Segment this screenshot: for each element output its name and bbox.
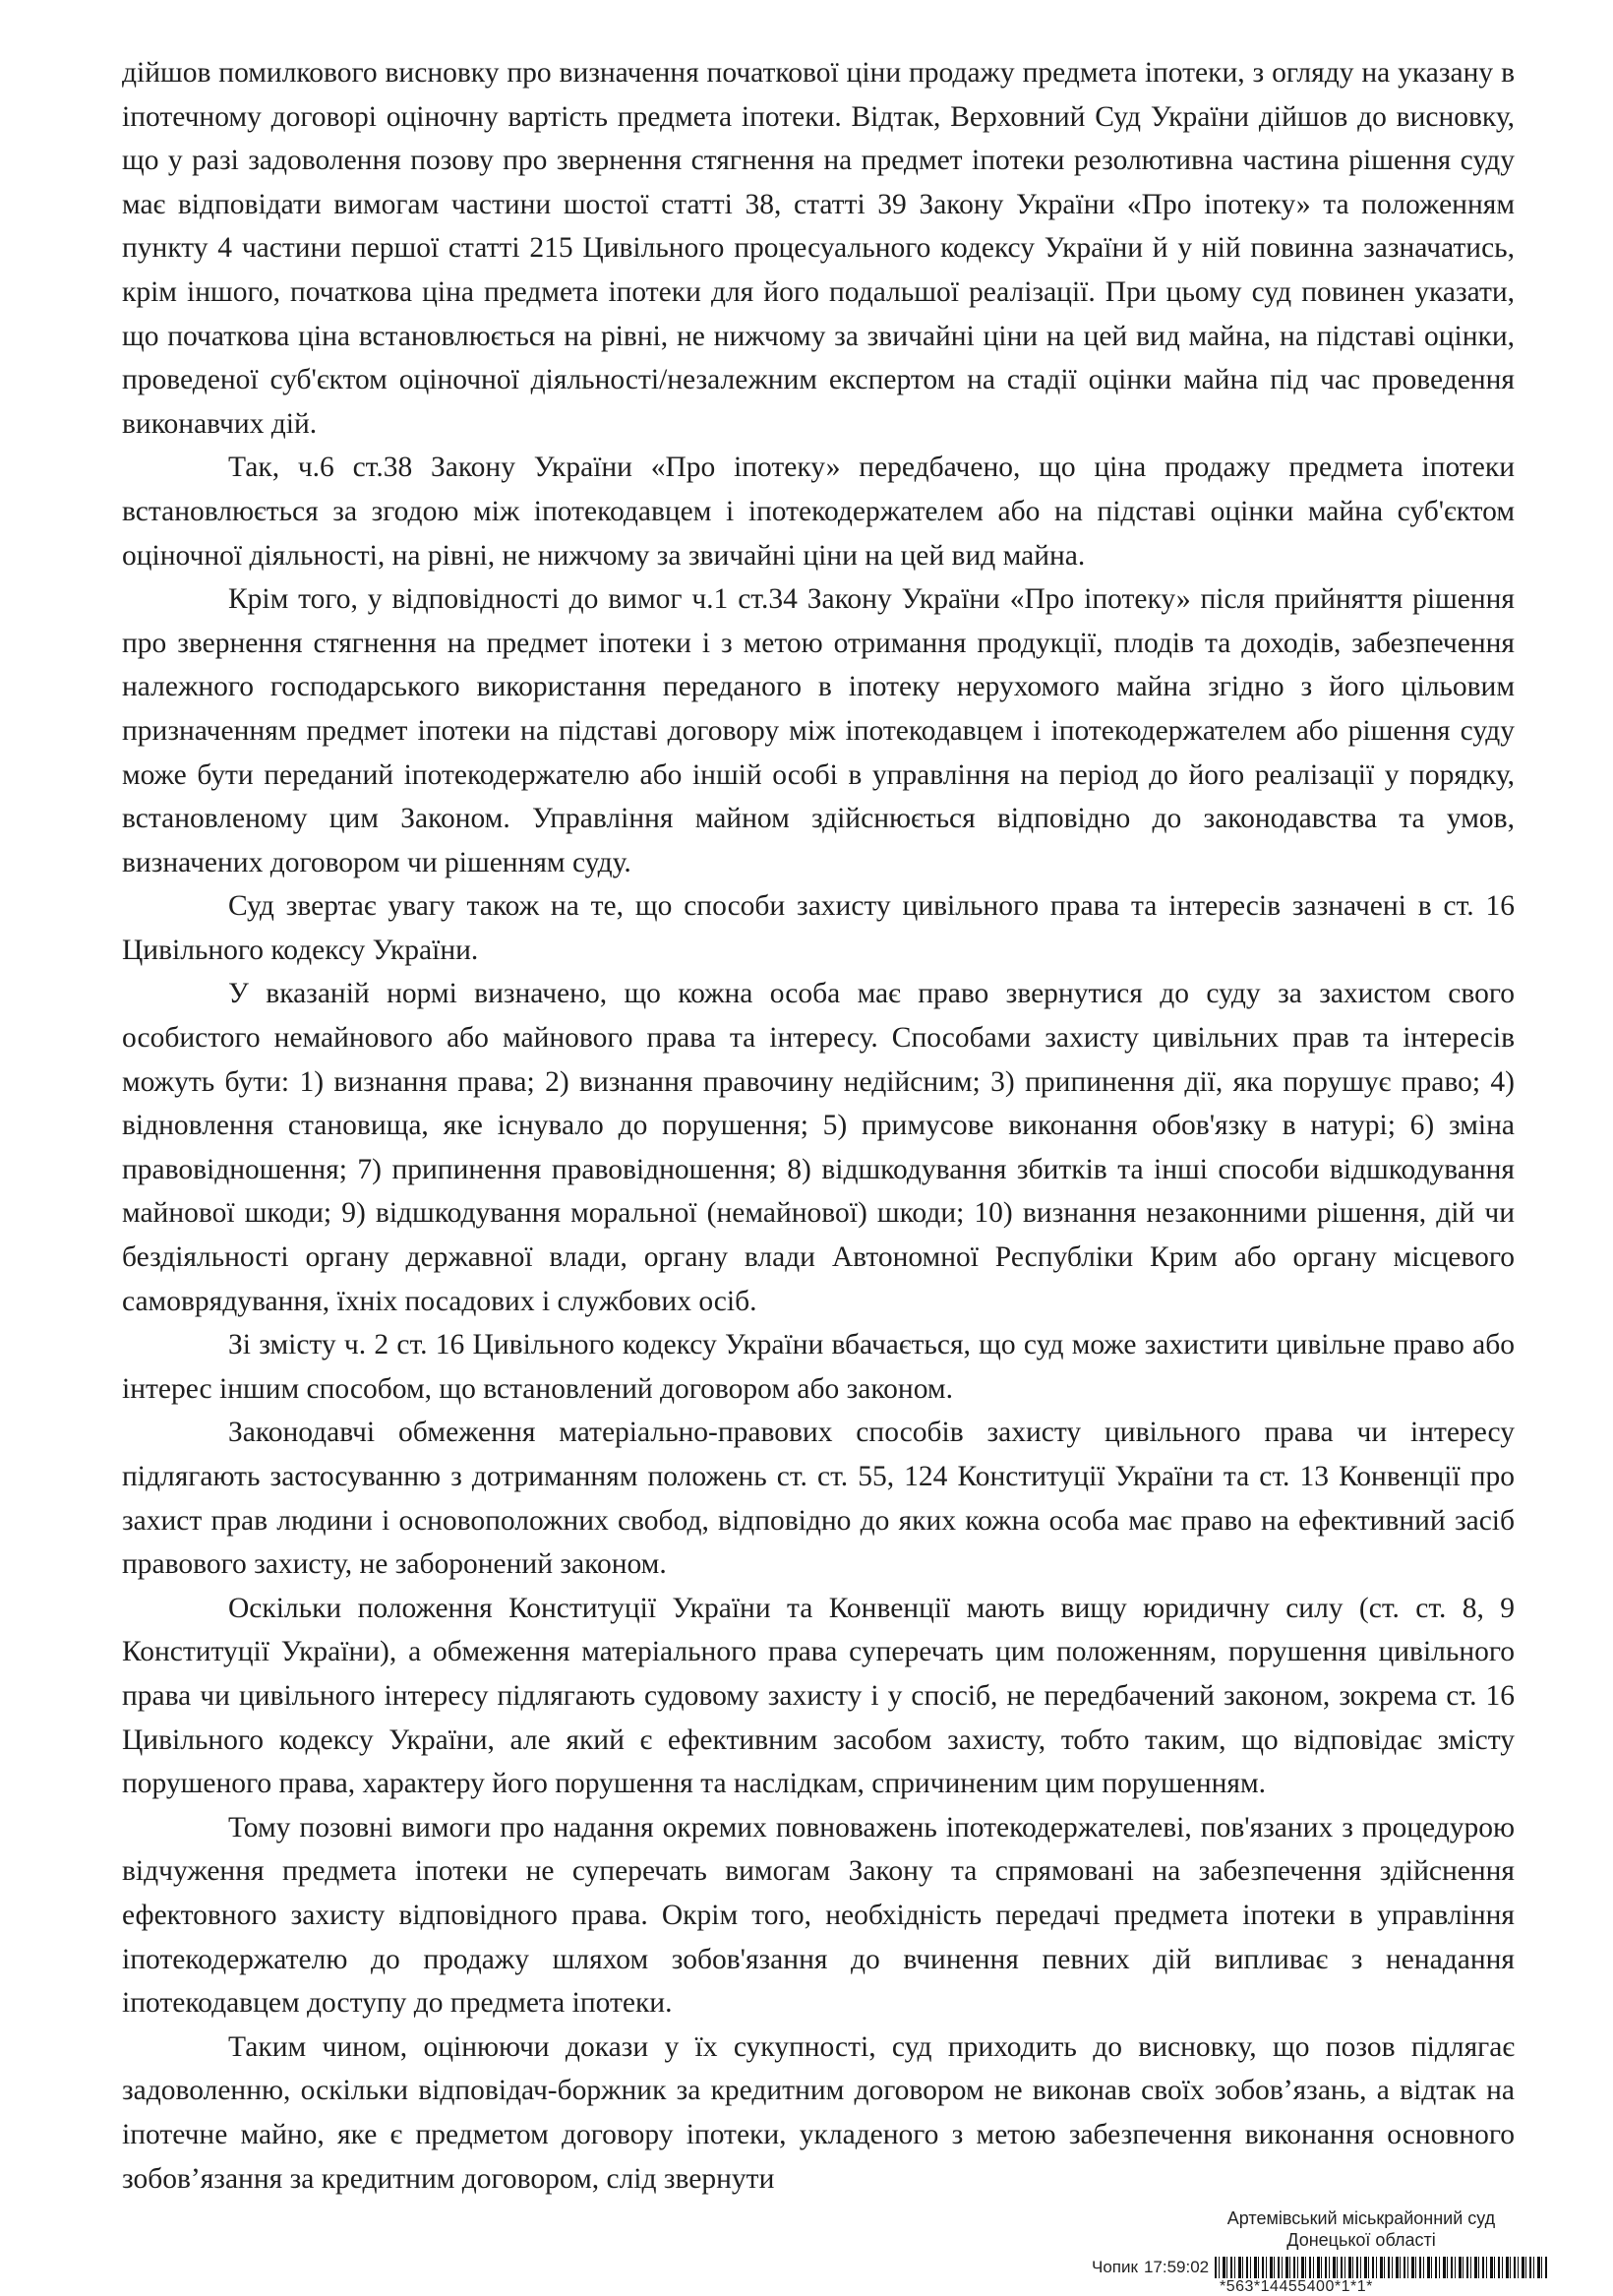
barcode-image (1215, 2257, 1549, 2278)
court-stamp (1092, 2207, 1603, 2295)
paragraph: Суд звертає увагу також на те, що способи захисту цивільного права та інтересів зазначені в ст. 16 Цивільного кодексу України. (122, 890, 1515, 966)
paragraph: Зі змісту ч. 2 ст. 16 Цивільного кодексу України вбачається, що суд може захистити цивільне право або інтерес іншим способом, що встановлений договором або законом. (122, 1329, 1515, 1405)
stamp-time: 17:59:02 (1143, 2258, 1210, 2276)
document-body (122, 51, 1515, 2201)
paragraph: дійшов помилкового висновку про визначення початкової ціни продажу предмета іпотеки, з огляду на указану в іпотечному договорі оціночну вартість предмета іпотеки. Відтак, Верховний Суд України дійшов до висновку, що у разі задоволення позову про звернення стягнення на предмет іпотеки резолютивна частина рішення суду має відповідати вимогам частини шостої статті 38, статті 39 Закону України «Про іпотеку» та положенням пункту 4 частини першої статті 215 Цивільного процесуального кодексу України й у ній повинна зазначатись, крім іншого, початкова ціна предмета іпотеки для його подальшої реалізації. При цьому суд повинен указати, що початкова ціна встановлюється на рівні, не нижчому за звичайні ціни на цей вид майна, на підставі оцінки, проведеної суб'єктом оціночної діяльності/незалежним експертом на стадії оцінки майна під час проведення виконавчих дій. (122, 57, 1515, 440)
paragraph: Тому позовні вимоги про надання окремих повноважень іпотекодержателеві, пов'язаних з процедурою відчуження предмета іпотеки не суперечать вимогам Закону та спрямовані на забезпечення здійснення ефектовного захисту відповідного права. Окрім того, необхідність передачі предмета іпотеки в управління іпотекодержателю до продажу шляхом зобов'язання до вчинення певних дій випливає з ненадання іпотекодавцем доступу до предмета іпотеки. (122, 1811, 1515, 2020)
clerk-name: Чопик (1092, 2258, 1138, 2276)
paragraph: У вказаній нормі визначено, що кожна особа має право звернутися до суду за захистом свого особистого немайнового або майнового права та інтересу. Способами захисту цивільних прав та інтересів можуть бути: 1) визнання права; 2) визнання правочину недійсним; 3) припинення дії, яка порушує право; 4) відновлення становища, яке існувало до порушення; 5) примусове виконання обов'язку в натурі; 6) зміна правовідношення; 7) припинення правовідношення; 8) відшкодування збитків та інші способи відшкодування майнової шкоди; 9) відшкодування моральної (немайнової) шкоди; 10) визнання незаконними рішення, дій чи бездіяльності органу державної влади, органу влади Автономної Республіки Крим або органу місцевого самоврядування, їхніх посадових і службових осіб. (122, 978, 1515, 1317)
stamp-meta (1092, 2257, 1549, 2278)
court-name-line1: Артемівський міськрайонний суд (1226, 2208, 1496, 2228)
paragraph: Законодавчі обмеження матеріально-правових способів захисту цивільного права чи інтересу підлягають застосуванню з дотриманням положень ст. ст. 55, 124 Конституції України та ст. 13 Конвенції про захист прав людини і основоположних свобод, відповідно до яких кожна особа має право на ефективний засіб правового захисту, не заборонений законом. (122, 1417, 1515, 1581)
barcode-text: *563*14455400*1*1* (1220, 2278, 1373, 2295)
paragraph: Крім того, у відповідності до вимог ч.1 ст.34 Закону України «Про іпотеку» після прийняття рішення про звернення стягнення на предмет іпотеки і з метою отримання продукції, плодів та доходів, забезпечення належного господарського використання переданого в іпотеку нерухомого майна згідно з його цільовим призначенням предмет іпотеки на підставі договору між іпотекодавцем і іпотекодержателем або рішення суду може бути переданий іпотекодержателю або іншій особі в управління на період до його реалізації у порядку, встановленому цим Законом. Управління майном здійснюється відповідно до законодавства та умов, визначених договором чи рішенням суду. (122, 583, 1515, 878)
paragraph: Таким чином, оцінюючи докази у їх сукупності, суд приходить до висновку, що позов підлягає задоволенню, оскільки відповідач-боржник за кредитним договором не виконав своїх зобов’язань, а відтак на іпотечне майно, яке є предметом договору іпотеки, укладеного з метою забезпечення виконання основного зобов’язання за кредитним договором, слід звернути (122, 2030, 1515, 2195)
paragraph: Так, ч.6 ст.38 Закону України «Про іпотеку» передбачено, що ціна продажу предмета іпотеки встановлюється за згодою між іпотекодавцем і іпотекодержателем або на підставі оцінки майна суб'єктом оціночної діяльності, на рівні, не нижчому за звичайні ціни на цей вид майна. (122, 452, 1515, 572)
court-name-line2: Донецької області (1286, 2230, 1436, 2250)
court-name (1194, 2207, 1528, 2251)
paragraph: Оскільки положення Конституції України та Конвенції мають вищу юридичну силу (ст. ст. 8, 9 Конституції України), а обмеження матеріального права суперечать цим положенням, порушення цивільного права чи цивільного інтересу підлягають судовому захисту і у спосіб, не передбачений законом, зокрема ст. 16 Цивільного кодексу України, але який є ефективним засобом захисту, тобто таким, що відповідає змісту порушеного права, характеру його порушення та наслідкам, спричиненим цим порушенням. (122, 1592, 1515, 1800)
